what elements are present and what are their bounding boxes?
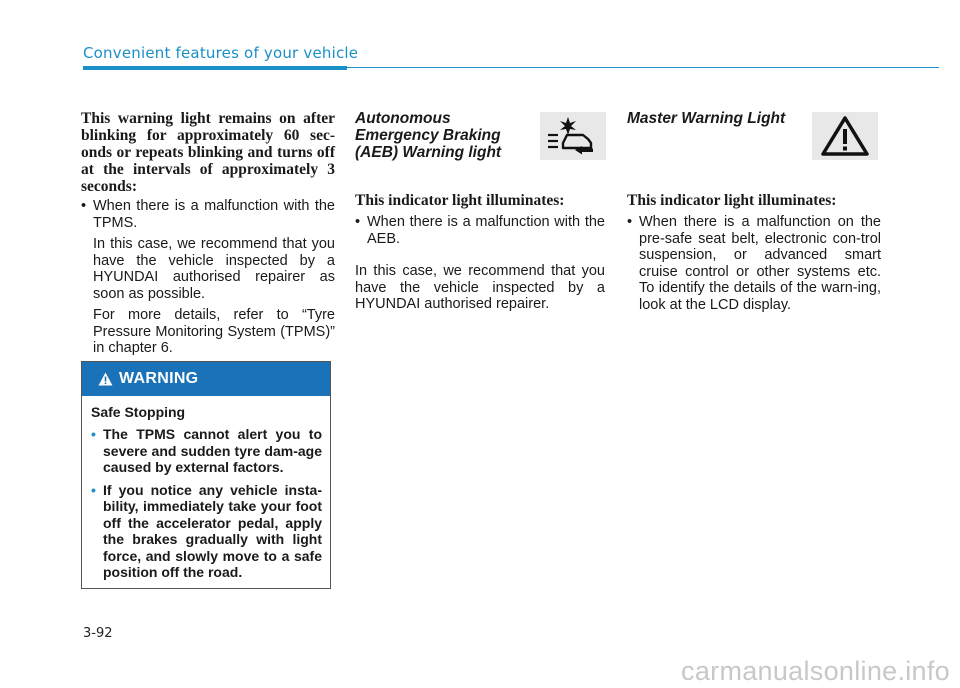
header-rule-accent — [83, 66, 347, 70]
master-warning-triangle-icon — [820, 115, 870, 157]
master-icon-box — [812, 112, 878, 160]
watermark: carmanualsonline.info — [681, 656, 950, 686]
tpms-paragraph-1: In this case, we recommend that you have the vehicle inspected by a HYUNDAI authorised repairer as soon as possible. — [93, 236, 335, 302]
warning-item: • The TPMS cannot alert you to severe and sudden tyre dam-age caused by external factors. — [91, 426, 322, 476]
aeb-subhead: This indicator light illuminates: — [355, 192, 565, 209]
header-title: Convenient features of your vehicle — [83, 44, 359, 62]
warning-body — [82, 396, 330, 581]
aeb-title: Autonomous Emergency Braking (AEB) Warning light — [355, 110, 502, 161]
column-tpms — [81, 110, 335, 357]
master-title: Master Warning Light — [627, 110, 786, 127]
aeb-paragraph: In this case, we recommend that you have the vehicle inspected by a HYUNDAI authorised repairer. — [355, 263, 605, 312]
warning-subtitle: Safe Stopping — [91, 404, 186, 420]
master-bullet: • When there is a malfunction on the pre-safe seat belt, electronic con-trol suspension, or advanced smart cruise control or other systems etc. To identify the details of the warn-ing, look at the LCD display. — [627, 214, 881, 313]
tpms-paragraph-2: For more details, refer to “Tyre Pressure Monitoring System (TPMS)” in chapter 6. — [93, 307, 335, 356]
tpms-intro: This warning light remains on after blinking for approximately 60 sec-onds or repeats blinking and turns off at the intervals of approximately 3 seconds: — [81, 110, 335, 195]
warning-triangle-icon — [98, 372, 113, 386]
master-subhead: This indicator light illuminates: — [627, 192, 837, 209]
tpms-bullet: • When there is a malfunction with the TPMS. — [81, 198, 335, 231]
warning-label: WARNING — [119, 370, 199, 387]
aeb-bullet: • When there is a malfunction with the AEB. — [355, 214, 605, 247]
warning-header — [82, 362, 330, 396]
page-number: 3-92 — [83, 626, 113, 641]
warning-box — [81, 361, 331, 589]
aeb-warning-icon — [545, 115, 601, 157]
aeb-icon-box — [540, 112, 606, 160]
header-rule — [347, 67, 939, 68]
warning-item: • If you notice any vehicle insta-bility, immediately take your foot off the accelerator pedal, apply the brakes gradually with light force, and slowly move to a safe position off the road. — [91, 482, 322, 581]
